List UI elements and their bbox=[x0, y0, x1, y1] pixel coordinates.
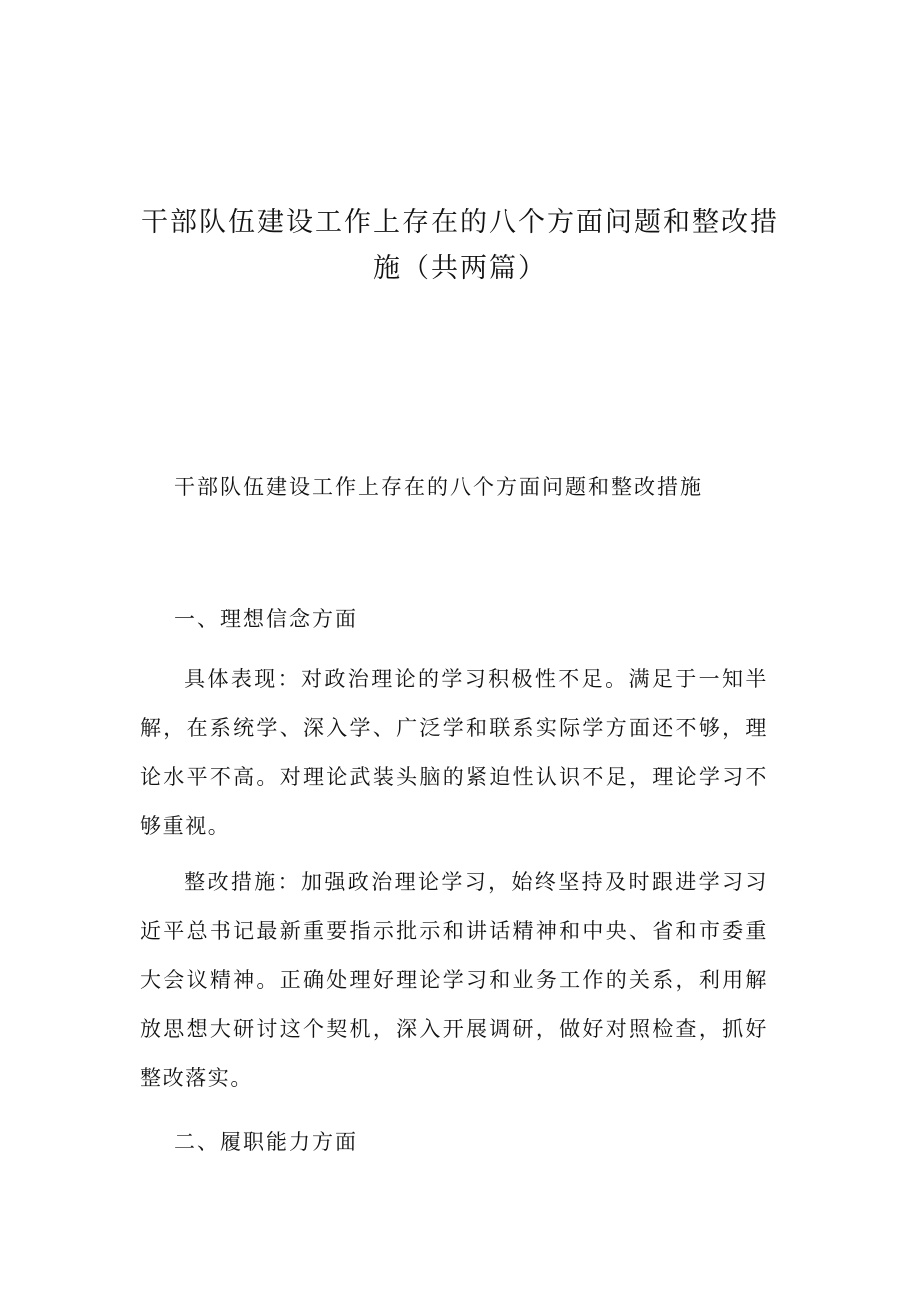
section-heading-2: 二、履职能力方面 bbox=[174, 1130, 358, 1154]
section-1-paragraph-2: 整改措施：加强政治理论学习，始终坚持及时跟进学习习近平总书记最新重要指示批示和讲话精神和中央、省和市委重大会议精神。正确处理好理论学习和业务工作的关系，利用解放思想大研讨这个契机，深入开展调研，做好对照检查，抓好整改落实。 bbox=[140, 870, 768, 1090]
document-subtitle: 干部队伍建设工作上存在的八个方面问题和整改措施 bbox=[174, 475, 703, 499]
document-title: 干部队伍建设工作上存在的八个方面问题和整改措施（共两篇） bbox=[141, 207, 779, 284]
section-1-paragraph-1: 具体表现：对政治理论的学习积极性不足。满足于一知半解，在系统学、深入学、广泛学和联系实际学方面还不够，理论水平不高。对理论武装头脑的紧迫性认识不足，理论学习不够重视。 bbox=[140, 667, 768, 838]
section-heading-1: 一、理想信念方面 bbox=[174, 607, 358, 631]
